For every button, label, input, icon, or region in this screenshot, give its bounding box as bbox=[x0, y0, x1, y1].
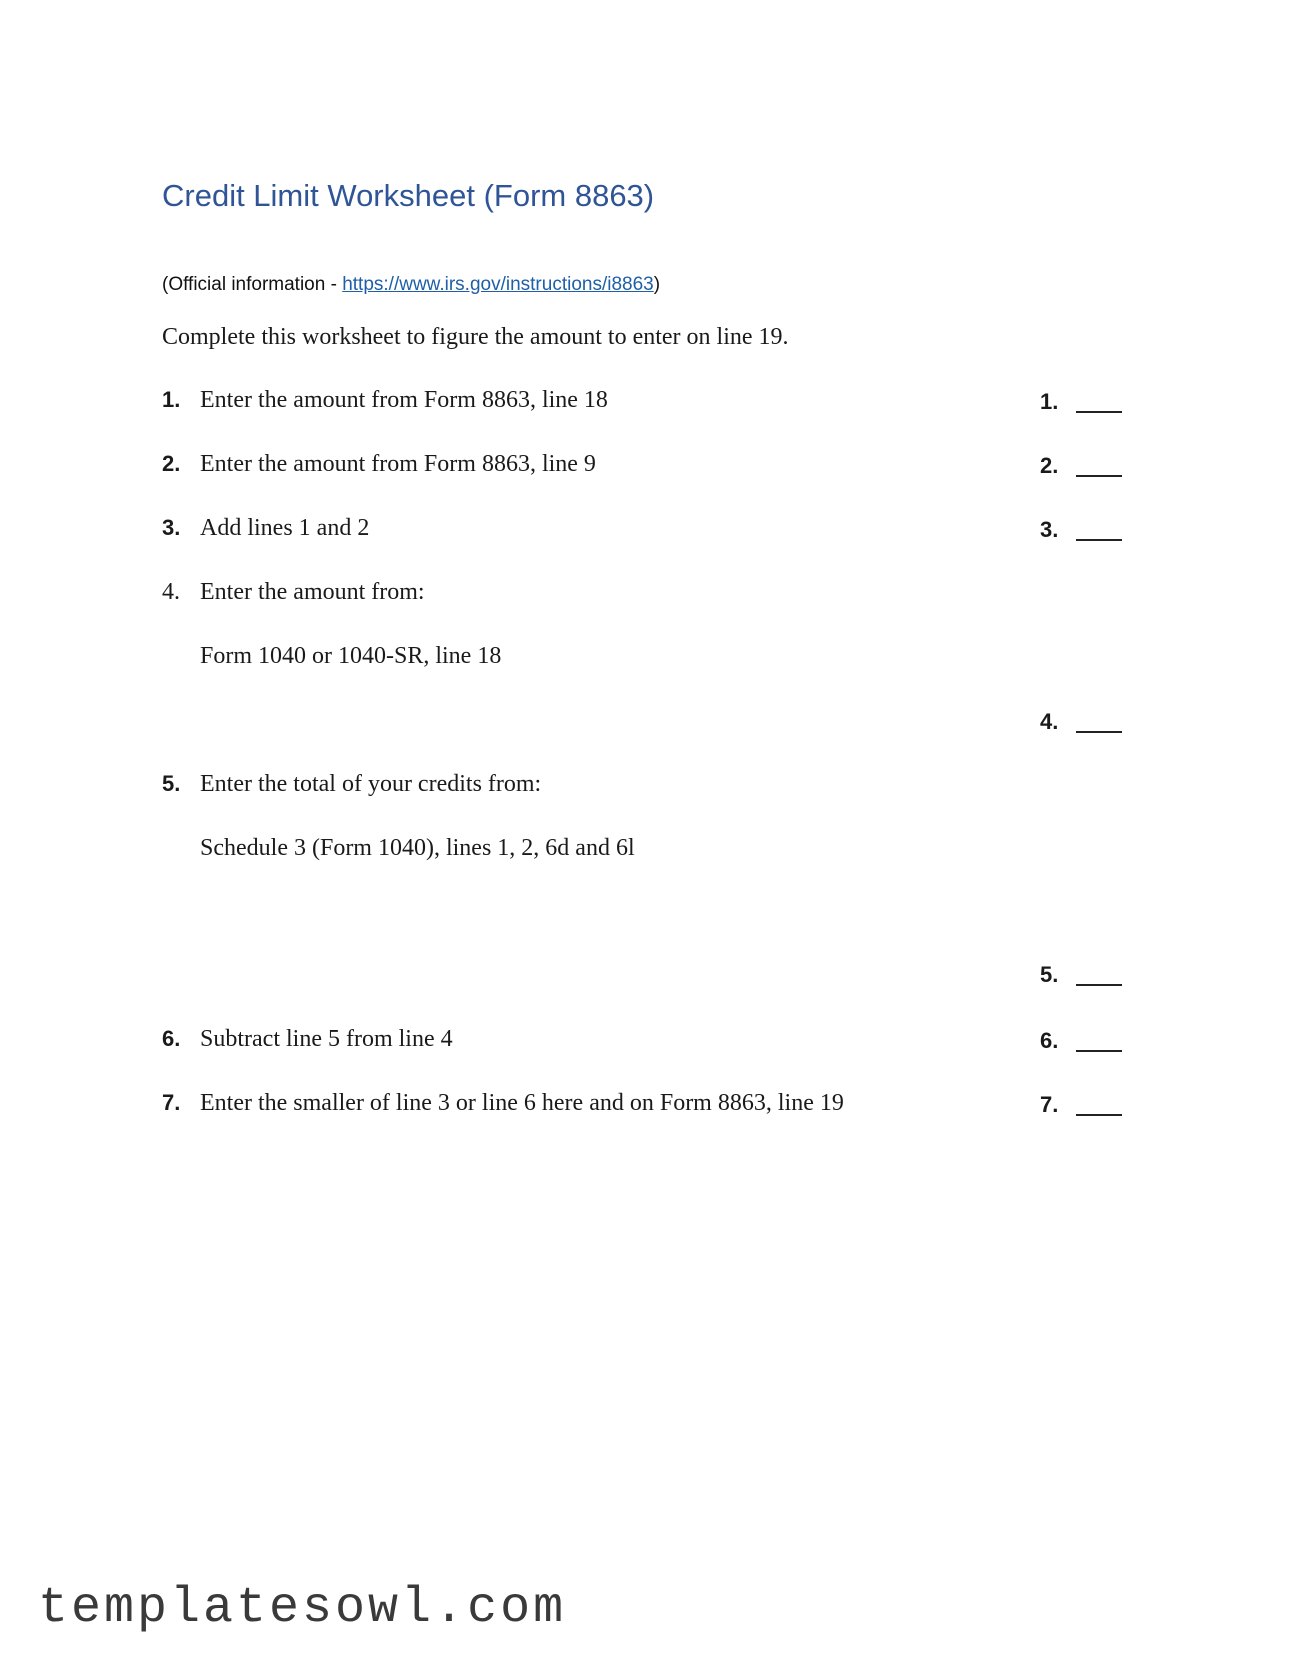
worksheet-line-2 bbox=[162, 451, 1122, 483]
intro-text: Complete this worksheet to figure the amount to enter on line 19. bbox=[162, 324, 789, 350]
answer-3 bbox=[1040, 517, 1130, 549]
line-number: 4. bbox=[162, 579, 180, 605]
watermark: templatesowl.com bbox=[38, 1580, 567, 1637]
worksheet-line-1 bbox=[162, 387, 1122, 419]
answer-number: 7. bbox=[1040, 1092, 1059, 1117]
line-number: 5. bbox=[162, 771, 181, 796]
answer-2 bbox=[1040, 453, 1130, 485]
answer-1 bbox=[1040, 389, 1130, 421]
answer-number: 2. bbox=[1040, 453, 1059, 478]
answer-number: 6. bbox=[1040, 1028, 1059, 1053]
answer-blank[interactable] bbox=[1076, 539, 1122, 541]
worksheet-line-6 bbox=[162, 1026, 1122, 1058]
line-number: 2. bbox=[162, 451, 181, 476]
answer-blank[interactable] bbox=[1076, 475, 1122, 477]
page-title: Credit Limit Worksheet (Form 8863) bbox=[162, 178, 655, 213]
line-text: Enter the smaller of line 3 or line 6 here and on Form 8863, line 19 bbox=[200, 1090, 844, 1116]
answer-blank[interactable] bbox=[1076, 1050, 1122, 1052]
answer-7 bbox=[1040, 1092, 1130, 1124]
answer-blank[interactable] bbox=[1076, 1114, 1122, 1116]
answer-blank[interactable] bbox=[1076, 411, 1122, 413]
line-5-subtext: Schedule 3 (Form 1040), lines 1, 2, 6d and 6l bbox=[200, 835, 635, 861]
answer-number: 3. bbox=[1040, 517, 1059, 542]
worksheet-line-3 bbox=[162, 515, 1122, 547]
line-text: Enter the total of your credits from: bbox=[200, 771, 542, 797]
answer-6 bbox=[1040, 1028, 1130, 1060]
line-number: 3. bbox=[162, 515, 181, 540]
official-info bbox=[162, 274, 660, 296]
line-text: Subtract line 5 from line 4 bbox=[200, 1026, 453, 1052]
answer-number: 1. bbox=[1040, 389, 1059, 414]
worksheet-line-4 bbox=[162, 579, 1122, 611]
official-suffix: ) bbox=[653, 274, 661, 295]
line-number: 7. bbox=[162, 1090, 181, 1115]
line-text: Enter the amount from Form 8863, line 9 bbox=[200, 451, 596, 477]
answer-number: 4. bbox=[1040, 709, 1059, 734]
line-4-subtext: Form 1040 or 1040-SR, line 18 bbox=[200, 643, 502, 669]
answer-blank[interactable] bbox=[1076, 984, 1122, 986]
line-text: Enter the amount from Form 8863, line 18 bbox=[200, 387, 608, 413]
line-text: Enter the amount from: bbox=[200, 579, 425, 605]
answer-5 bbox=[1040, 962, 1130, 994]
irs-link[interactable]: https://www.irs.gov/instructions/i8863 bbox=[342, 274, 654, 295]
answer-number: 5. bbox=[1040, 962, 1059, 987]
worksheet-line-5 bbox=[162, 771, 1122, 803]
line-text: Add lines 1 and 2 bbox=[200, 515, 370, 541]
official-prefix: (Official information - bbox=[162, 274, 343, 295]
answer-blank[interactable] bbox=[1076, 731, 1122, 733]
line-number: 1. bbox=[162, 387, 181, 412]
worksheet-line-7 bbox=[162, 1090, 1122, 1122]
line-number: 6. bbox=[162, 1026, 181, 1051]
answer-4 bbox=[1040, 709, 1130, 741]
